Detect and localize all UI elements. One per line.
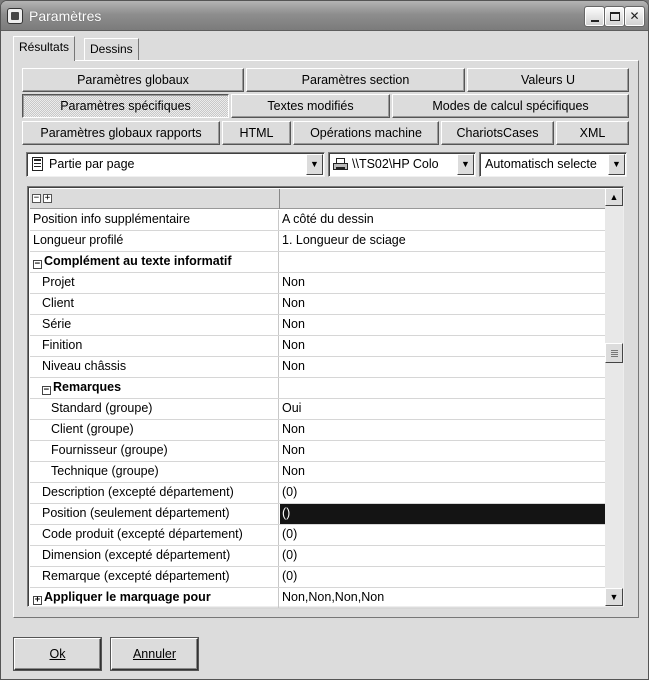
grid-row[interactable] (30, 420, 605, 441)
grid-row[interactable] (30, 441, 605, 462)
app-icon (7, 8, 23, 24)
tab-xml[interactable]: XML (556, 121, 629, 145)
row-value[interactable]: Non (282, 317, 305, 331)
printer-select-value: \\TS02\HP Colo (352, 157, 439, 171)
mode-select[interactable] (479, 152, 627, 177)
row-name: Code produit (excepté département) (30, 525, 279, 545)
row-value[interactable]: (0) (282, 569, 298, 583)
category-label: Appliquer le marquage pour (44, 590, 211, 604)
tab-parametres-globaux-rapports[interactable]: Paramètres globaux rapports (22, 121, 220, 145)
grid-row[interactable] (30, 336, 605, 357)
row-name: Remarque (excepté département) (30, 567, 279, 587)
row-name: Projet (30, 273, 279, 293)
grid-row[interactable] (30, 231, 605, 252)
tab-parametres-globaux[interactable]: Paramètres globaux (22, 68, 244, 92)
vertical-scrollbar[interactable] (605, 188, 623, 606)
maximize-icon (610, 12, 620, 21)
minimize-button[interactable] (585, 7, 604, 26)
grid-row[interactable] (30, 399, 605, 420)
category-name (30, 588, 279, 608)
category-name (30, 252, 279, 272)
row-name: Niveau châssis (30, 357, 279, 377)
row-name: Série (30, 315, 279, 335)
row-value[interactable]: Non (282, 359, 305, 373)
category-label: Complément au texte informatif (44, 254, 232, 268)
row-name: Client (30, 294, 279, 314)
row-value[interactable]: (0) (282, 548, 298, 562)
row-name: Position info supplémentaire (30, 210, 279, 230)
row-value (280, 378, 605, 398)
tab-parametres-specifiques[interactable]: Paramètres spécifiques (22, 94, 229, 118)
tab-modes-de-calcul-specifiques[interactable]: Modes de calcul spécifiques (392, 94, 629, 118)
close-icon: ✕ (629, 9, 640, 23)
document-icon (32, 157, 44, 172)
chevron-down-icon[interactable]: ▼ (608, 154, 625, 175)
row-name: Finition (30, 336, 279, 356)
grid-rows (30, 210, 605, 609)
row-value[interactable]: Non (282, 275, 305, 289)
grid-row[interactable] (30, 294, 605, 315)
row-name: Description (excepté département) (30, 483, 279, 503)
category-row[interactable] (30, 378, 605, 399)
expand-all-icon[interactable]: + (44, 193, 51, 203)
grip-line (611, 354, 618, 355)
expand-icon[interactable]: + (34, 595, 41, 605)
collapse-all-icon[interactable]: − (33, 193, 40, 203)
category-row[interactable] (30, 588, 605, 609)
ok-button[interactable]: Ok (14, 638, 101, 670)
row-name: Client (groupe) (30, 420, 279, 440)
mode-select-value: Automatisch selecte (485, 157, 597, 171)
row-value[interactable]: Non,Non,Non,Non (282, 590, 385, 604)
grid-row[interactable] (30, 546, 605, 567)
row-value[interactable]: (0) (282, 485, 298, 499)
row-name: Technique (groupe) (30, 462, 279, 482)
row-value[interactable]: (0) (282, 527, 298, 541)
row-name: Fournisseur (groupe) (30, 441, 279, 461)
row-value-selected[interactable]: () (280, 504, 605, 524)
grid-row[interactable] (30, 525, 605, 546)
grid-header (30, 189, 605, 209)
grid-row[interactable] (30, 567, 605, 588)
scope-select[interactable] (26, 152, 325, 177)
tab-resultats[interactable]: Résultats (13, 36, 75, 61)
scroll-down-button[interactable]: ▼ (605, 588, 623, 606)
row-value[interactable]: Oui (282, 401, 302, 415)
scope-select-value: Partie par page (49, 157, 135, 171)
scroll-thumb[interactable] (605, 343, 623, 363)
grip-line (611, 352, 618, 353)
grid-row[interactable] (30, 462, 605, 483)
grip-line (611, 356, 618, 357)
printer-select[interactable] (328, 152, 476, 177)
category-row[interactable] (30, 252, 605, 273)
grip-line (611, 350, 618, 351)
grid-row[interactable] (30, 315, 605, 336)
grid-row[interactable] (30, 483, 605, 504)
grid-row[interactable] (30, 357, 605, 378)
collapse-icon[interactable]: − (43, 385, 50, 395)
grid-row[interactable] (30, 210, 605, 231)
row-value[interactable]: Non (282, 338, 305, 352)
row-value[interactable]: Non (282, 296, 305, 310)
row-value[interactable]: Non (282, 422, 305, 436)
column-separator[interactable] (279, 189, 280, 209)
maximize-button[interactable] (605, 7, 624, 26)
chevron-down-icon[interactable]: ▼ (306, 154, 323, 175)
row-value[interactable]: A côté du dessin (282, 212, 374, 226)
printer-icon (333, 157, 348, 172)
grid-row[interactable] (30, 273, 605, 294)
tab-dessins[interactable]: Dessins (84, 38, 139, 60)
collapse-icon[interactable]: − (34, 259, 41, 269)
tab-valeurs-u[interactable]: Valeurs U (467, 68, 629, 92)
cancel-button[interactable]: Annuler (111, 638, 198, 670)
row-value[interactable]: 1. Longueur de sciage (282, 233, 406, 247)
scroll-up-button[interactable]: ▲ (605, 188, 623, 206)
tab-textes-modifies[interactable]: Textes modifiés (231, 94, 390, 118)
tab-operations-machine[interactable]: Opérations machine (293, 121, 439, 145)
row-name: Dimension (excepté département) (30, 546, 279, 566)
grid-row-selected[interactable] (30, 504, 605, 525)
tab-parametres-section[interactable]: Paramètres section (246, 68, 465, 92)
window-title: Paramètres (29, 8, 102, 24)
close-button[interactable] (625, 7, 644, 26)
category-name (30, 378, 279, 398)
tab-chariots-cases[interactable]: ChariotsCases (441, 121, 554, 145)
row-name: Standard (groupe) (30, 399, 279, 419)
row-name: Position (seulement département) (30, 504, 279, 524)
category-label: Remarques (53, 380, 122, 394)
property-grid[interactable] (27, 186, 624, 607)
title-bar[interactable] (1, 1, 648, 31)
tab-html[interactable]: HTML (222, 121, 291, 145)
row-value[interactable]: Non (282, 464, 305, 478)
minimize-icon (591, 20, 599, 22)
row-value (280, 252, 605, 272)
row-value[interactable]: Non (282, 443, 305, 457)
chevron-down-icon[interactable]: ▼ (457, 154, 474, 175)
row-name: Longueur profilé (30, 231, 279, 251)
